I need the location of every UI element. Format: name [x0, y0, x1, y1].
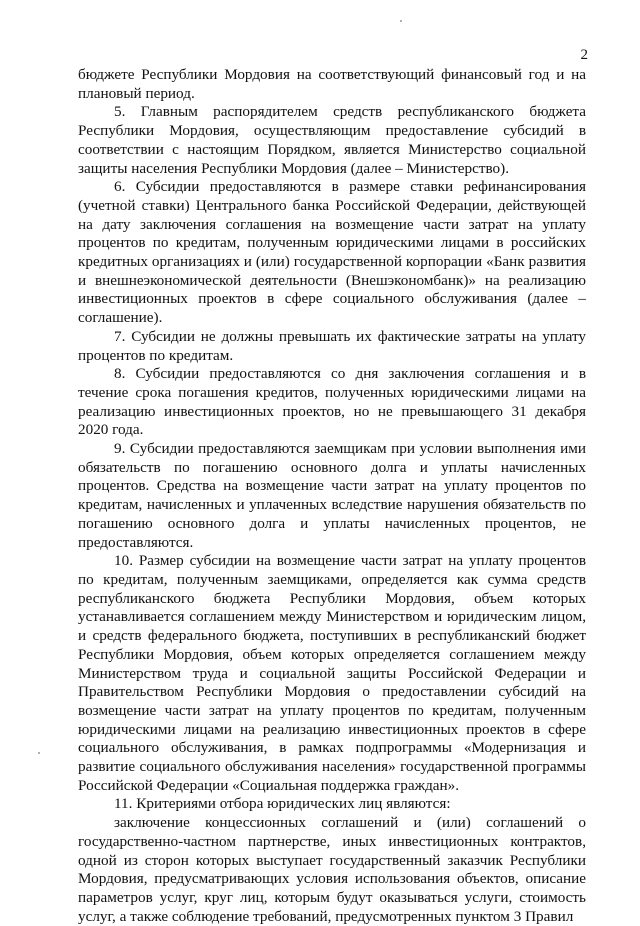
paragraph-continuation: бюджете Республики Мордовия на соответствующий финансовый год и на плановый период.: [78, 66, 586, 102]
paragraph-10: 10. Размер субсидии на возмещение части затрат на уплату процентов по кредитам, полученным заемщиками, определяется как сумма средств республиканского бюджета Республики Мордовия, объем которых устанавливается соглашением между Министерством и юридическим лицом, и средств федерального бюджета, поступивших в республиканский бюджет Республики Мордовия, объем которых определяется соглашением между Министерством труда и социальной защиты Российской Федерации и Правительством Республики Мордовия о предоставлении субсидий на возмещение части затрат на уплату процентов по кредитам, полученным юридическими лицами на реализацию инвестиционных проектов в сфере социального обслуживания, в рамках подпрограммы «Модернизация и развитие социального обслуживания населения» государственной программы Российской Федерации «Социальная поддержка граждан».: [78, 552, 586, 794]
paragraph-7: 7. Субсидии не должны превышать их фактические затраты на уплату процентов по кредитам.: [78, 327, 586, 364]
scan-speck: [38, 752, 40, 754]
page-number: 2: [580, 47, 588, 63]
paragraph-8: 8. Субсидии предоставляются со дня заключения соглашения и в течение срока погашения кредитов, полученных юридическими лицами на реализацию инвестиционных проектов, но не превышающего 31 декабря 2020 года.: [78, 365, 586, 439]
paragraph-5: 5. Главным распорядителем средств республиканского бюджета Республики Мордовия, осуществляющим предоставление субсидий в соответствии с настоящим Порядком, является Министерство социальной защиты населения Республики Мордовия (далее – Министерство).: [78, 103, 586, 177]
scan-speck: [400, 20, 402, 22]
paragraph-11: 11. Критериями отбора юридических лиц являются:: [114, 795, 451, 813]
paragraph-11-criteria: заключение концессионных соглашений и (или) соглашений о государственно-частном партнерстве, иных инвестиционных контрактов, одной из сторон которых выступает государственный заказчик Республики Мордовия, предусматривающих условия использования объектов, описание параметров услуг, круг лиц, которым будут оказываться услуги, стоимость услуг, а также соблюдение требований, предусмотренных пунктом 3 Правил: [78, 814, 586, 925]
paragraph-6: 6. Субсидии предоставляются в размере ставки рефинансирования (учетной ставки) Центрального банка Российской Федерации, действующей на дату заключения соглашения на возмещение части затрат на уплату процентов по кредитам, полученным юридическими лицами в российских кредитных организациях и (или) государственной корпорации «Банк развития и внешнеэкономической деятельности (Внешэкономбанк)» на реализацию инвестиционных проектов в сфере социального обслуживания (далее – соглашение).: [78, 178, 586, 327]
paragraph-9: 9. Субсидии предоставляются заемщикам при условии выполнения ими обязательств по погашению основного долга и уплаты начисленных процентов. Средства на возмещение части затрат на уплату процентов по кредитам, начисленных и уплаченных вследствие нарушения обязательств по погашению основного долга и уплаты начисленных процентов, не предоставляются.: [78, 440, 586, 551]
document-body: [78, 66, 586, 926]
